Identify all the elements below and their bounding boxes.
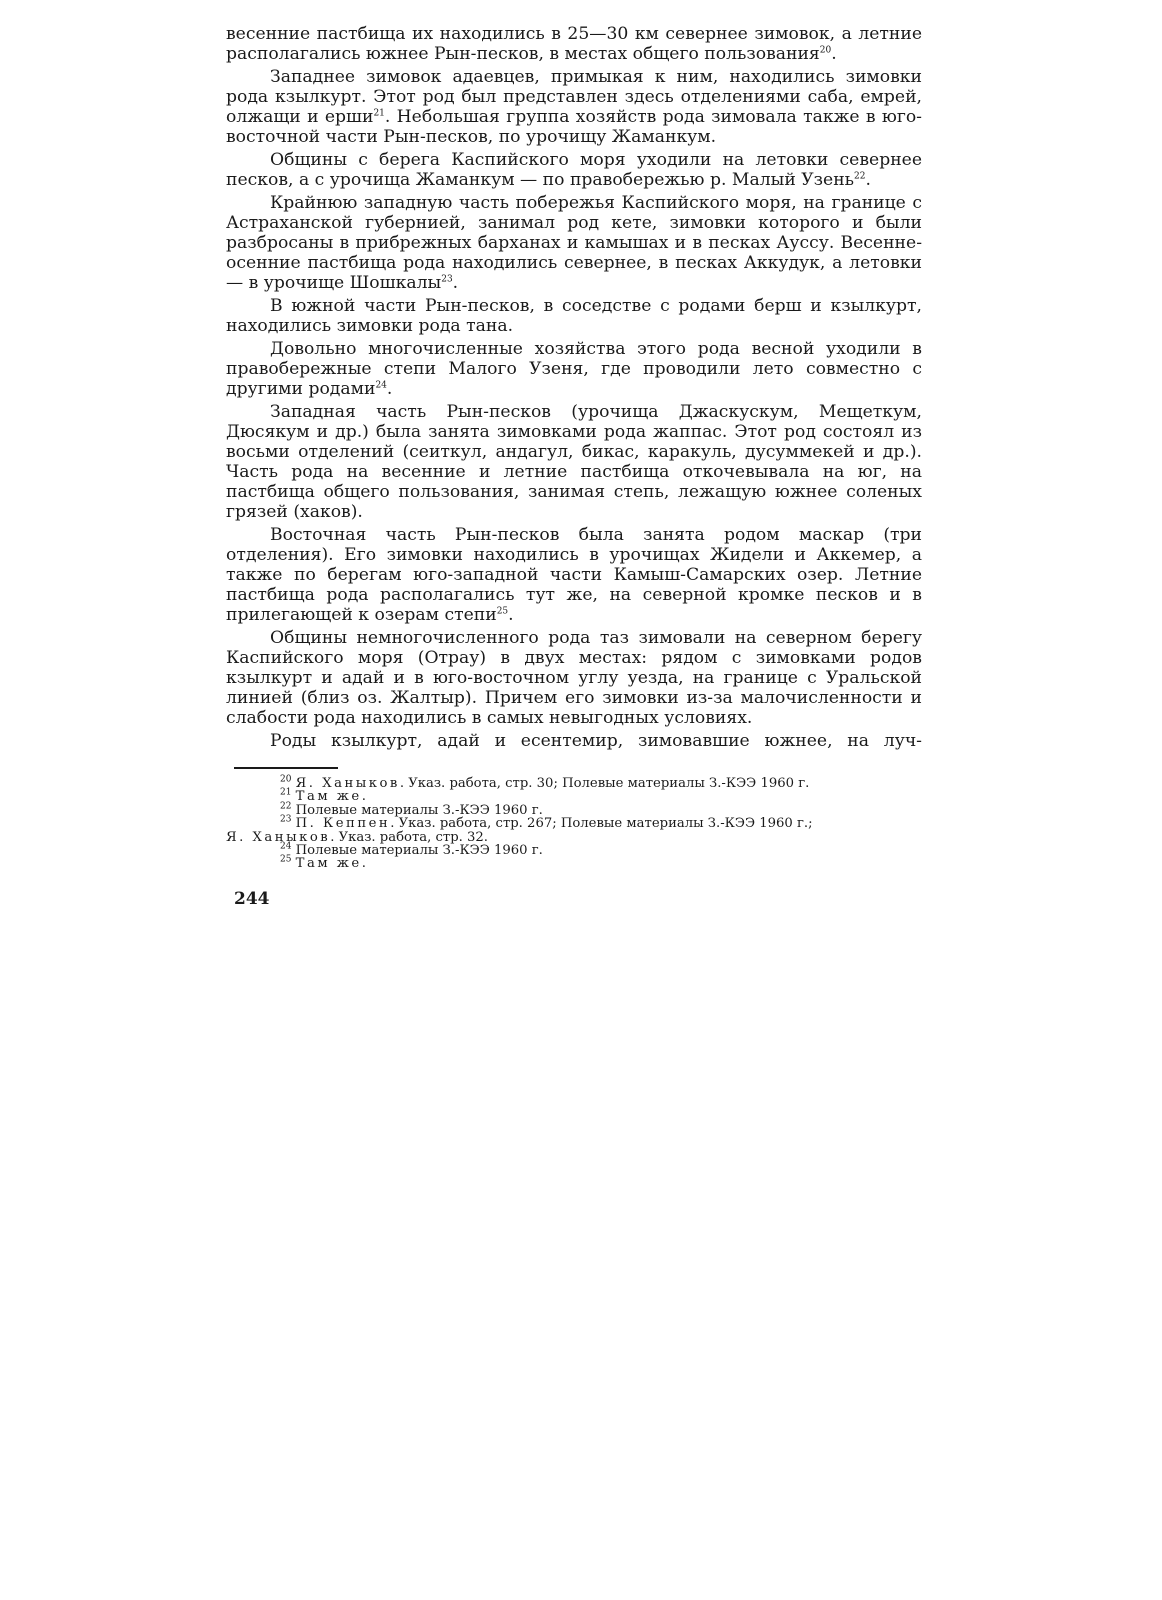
body-text (226, 24, 922, 751)
footnote-ref: 21 (373, 108, 385, 119)
paragraph: Западнее зимовок адаевцев, примыкая к ним, находились зимовки рода кзылкурт. Этот род был представлен здесь отделениями саба, емрей, олжащи и ерши$^{21}$. Небольшая группа хозяйств рода зимовала также в юго-восточной части Рын-песков, по урочищу Жаманкум. (226, 67, 922, 147)
paragraph: В южной части Рын-песков, в соседстве с родами берш и кзылкурт, находились зимовки рода тана. (226, 296, 922, 336)
paragraph: Восточная часть Рын-песков была занята родом маскар (три отделения). Его зимовки находились в урочищах Жидели и Аккемер, а также по берегам юго-западной части Камыш-Самарских озер. Летние пастбища рода располагались тут же, на северной кромке песков и в прилегающей к озерам степи$^{25}$. (226, 525, 922, 625)
footnote-ref: 24 (375, 380, 387, 391)
footnote-ref: 23 (441, 274, 453, 285)
footnote: $^{23}$ П. Кеппен. Указ. работа, стр. 267; Полевые материалы З.-КЭЭ 1960 г.; (280, 814, 813, 832)
paragraph: Общины с берега Каспийского моря уходили на летовки севернее песков, а с урочища Жаманкум — по правобережью р. Малый Узень$^{22}$. (226, 150, 922, 190)
page-number: 244 (234, 888, 270, 909)
footnote: $^{21}$ Там же. (280, 788, 366, 805)
footnotes (226, 774, 922, 872)
footnote-ref: 22 (854, 171, 866, 182)
footnote-separator (234, 767, 338, 769)
paragraph: Крайнюю западную часть побережья Каспийского моря, на границе с Астраханской губернией, занимал род кете, зимовки которого и были разбросаны в прибрежных барханах и камышах и в песках Ауссу. Весенне-осенние пастбища рода находились севернее, в песках Аккудук, а летовки — в урочище Шошкалы$^{23}$. (226, 193, 922, 293)
paragraph: Общины немногочисленного рода таз зимовали на северном берегу Каспийского моря (Отрау) в двух местах: рядом с зимовками родов кзылкурт и адай и в юго-восточном углу уезда, на границе с Уральской линией (близ оз. Жалтыр). Причем его зимовки из-за малочисленности и слабости рода находились в самых невыгодных условиях. (226, 628, 922, 728)
footnote: $^{25}$ Там же. (280, 855, 366, 872)
paragraph: Довольно многочисленные хозяйства этого рода весной уходили в правобережные степи Малого Узеня, где проводили лето совместно с другими родами$^{24}$. (226, 339, 922, 399)
paragraph: Роды кзылкурт, адай и есентемир, зимовавшие южнее, на луч- (270, 731, 922, 751)
footnote-continuation: Я. Ханыков. Указ. работа, стр. 32. (226, 829, 488, 845)
footnote: $^{24}$ Полевые материалы З.-КЭЭ 1960 г. (280, 841, 543, 859)
footnote-ref: 25 (496, 606, 509, 617)
paragraph: Западная часть Рын-песков (урочища Джаскускум, Мещеткум, Дюсякум и др.) была занята зимовками рода жаппас. Этот род состоял из восьми отделений (сеиткул, андагул, бикас, каракуль, дусуммекей и др.). Часть рода на весенние и летние пастбища откочевывала на юг, на пастбища общего пользования, занимая степь, лежащую южнее соленых грязей (хаков). (226, 402, 922, 522)
book-page (226, 24, 922, 909)
footnote: $^{20}$ Я. Ханыков. Указ. работа, стр. 30; Полевые материалы З.-КЭЭ 1960 г. (280, 774, 810, 791)
paragraph: весенние пастбища их находились в 25—30 км севернее зимовок, а летние располагались южнее Рын-песков, в местах общего пользования$^{20}$. (226, 24, 922, 64)
footnote: $^{22}$ Полевые материалы З.-КЭЭ 1960 г. (280, 801, 543, 818)
footnote-ref: 20 (819, 45, 832, 56)
